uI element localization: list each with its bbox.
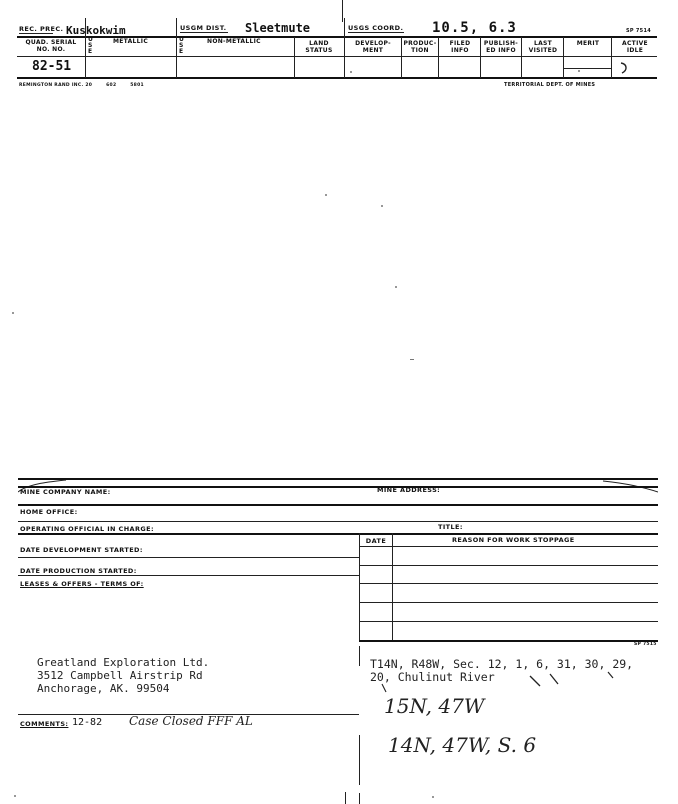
form-number-2: SP 7515 <box>634 642 657 647</box>
usgm-dist-value: Sleetmute <box>245 21 311 35</box>
col-development: DEVELOP-MENT <box>355 40 391 54</box>
col-published-info: PUBLISH-ED INFO <box>483 40 519 54</box>
location-line-1: T14N, R48W, Sec. 12, 1, 6, 31, 30, 29, <box>370 657 634 671</box>
col-quad-serial: QUAD. SERIAL NO. NO. <box>25 39 77 53</box>
mine-company-label: MINE COMPANY NAME: <box>20 488 111 496</box>
handwritten-note-2: 14N, 47W, S. 6 <box>388 733 537 757</box>
form-number: SP 7514 <box>626 28 652 34</box>
usgs-coord-value: 10.5, 6.3 <box>432 20 517 36</box>
usgs-coord-label: USGS COORD. <box>348 24 404 32</box>
rec-prec-label: REC. PREC. <box>19 25 64 33</box>
col-merit: MERIT <box>576 40 600 47</box>
card-edge-tick <box>342 0 343 22</box>
leases-offers-label: LEASES & OFFERS - TERMS OF: <box>20 580 144 588</box>
home-office-label: HOME OFFICE: <box>20 508 78 516</box>
active-idle-mark <box>619 61 629 73</box>
col-production: PRODUC-TION <box>403 40 437 54</box>
col-filed-info: FILED INFO <box>449 40 471 54</box>
operating-official-label: OPERATING OFFICIAL IN CHARGE: <box>20 525 154 533</box>
col-non-metallic: NON-METALLIC <box>207 38 261 45</box>
col-use-nonmetallic: U S E <box>179 36 185 55</box>
address-block <box>37 656 209 695</box>
printer-imprint: REMINGTON RAND INC. 20 602 5801 <box>19 83 144 88</box>
col-land-status: LAND STATUS <box>305 40 333 54</box>
comments-text: Case Closed FFF AL <box>129 714 253 728</box>
col-use-metallic: U S E <box>88 36 94 55</box>
quad-serial-value: 82-51 <box>32 59 72 74</box>
date-col-label: DATE <box>365 537 387 545</box>
handwritten-note-1: 15N, 47W <box>384 694 485 718</box>
title-label: TITLE: <box>438 523 463 531</box>
col-last-visited: LAST VISITED <box>528 40 558 54</box>
comments-label: COMMENTS: <box>20 720 69 728</box>
location-line-2: 20, Chulinut River <box>370 670 495 684</box>
date-production-label: DATE PRODUCTION STARTED: <box>20 567 137 575</box>
date-development-label: DATE DEVELOPMENT STARTED: <box>20 546 143 554</box>
mine-address-label: MINE ADDRESS: <box>377 486 441 494</box>
usgm-dist-label: USGM DIST. <box>180 24 227 32</box>
comments-date: 12-82 <box>72 717 103 728</box>
col-active-idle: ACTIVE IDLE <box>622 40 648 54</box>
dept-imprint: TERRITORIAL DEPT. OF MINES <box>504 82 596 88</box>
address-line: 3512 Campbell Airstrip Rd <box>37 669 203 682</box>
address-line: Anchorage, AK. 99504 <box>37 682 170 695</box>
col-metallic: METALLIC <box>113 38 149 45</box>
rec-prec-value: Kuskokwim <box>66 24 126 37</box>
reason-stoppage-label: REASON FOR WORK STOPPAGE <box>452 536 575 544</box>
address-line: Greatland Exploration Ltd. <box>37 656 210 669</box>
